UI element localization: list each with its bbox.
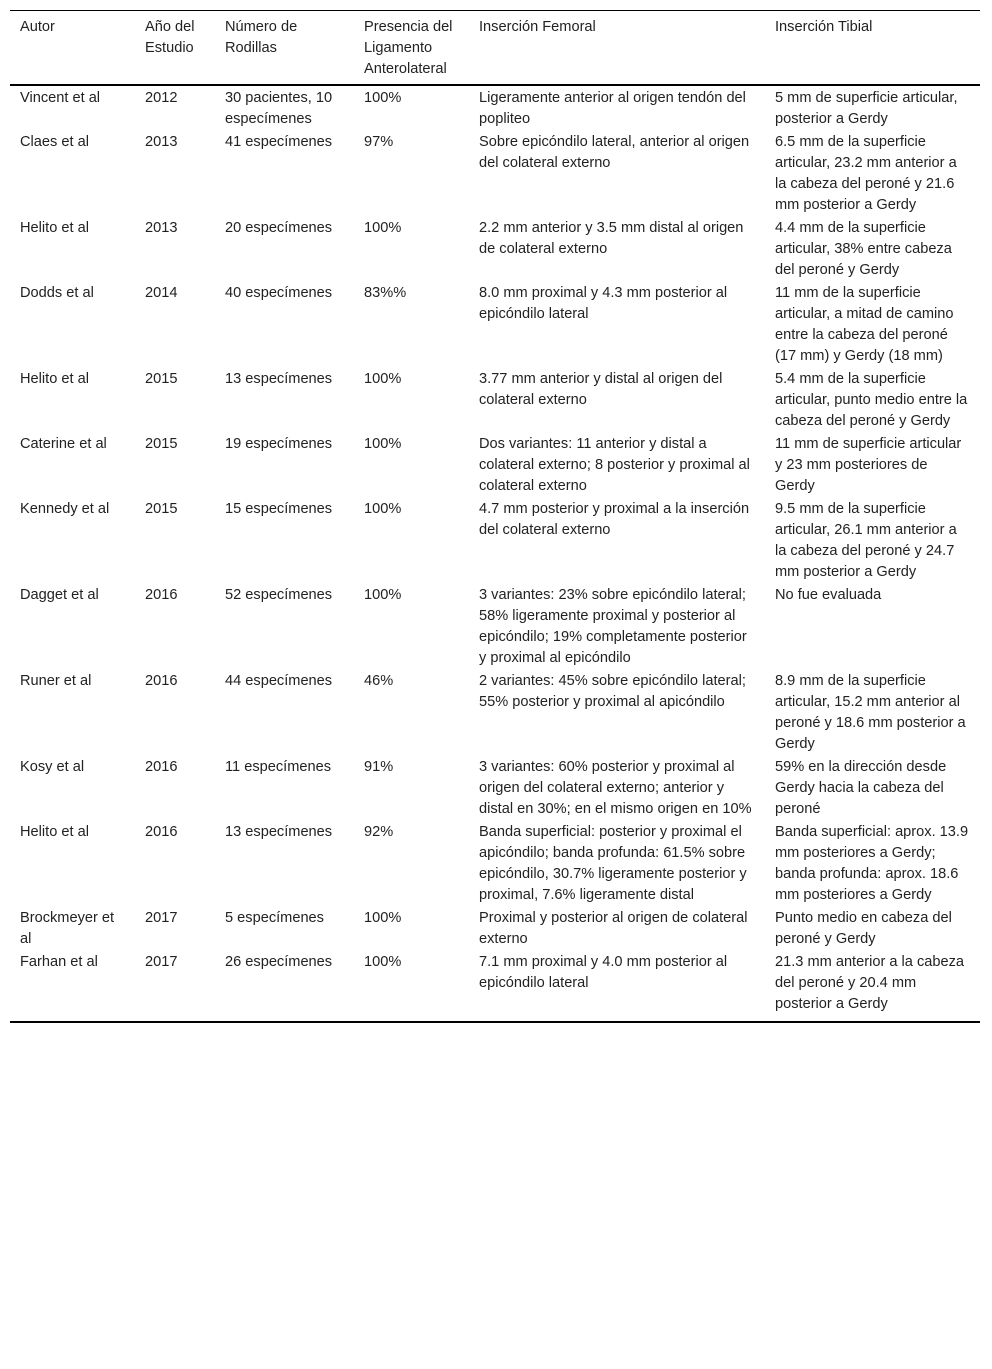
cell-presencia: 97% (364, 134, 394, 150)
cell-insercion-femoral: 2.2 mm anterior y 3.5 mm distal al origen de colateral externo (479, 220, 744, 257)
cell-ano: 2015 (145, 371, 178, 387)
cell-rodillas: 11 especímenes (225, 759, 332, 775)
cell-insercion-femoral: 3 variantes: 23% sobre epicóndilo lateral; 58% ligeramente proximal y posterior al epicóndilo; 19% completamente posterior y proximal al epicóndilo (479, 587, 747, 666)
cell-autor: Kennedy et al (20, 501, 110, 517)
cell-insercion-femoral: Dos variantes: 11 anterior y distal a colateral externo; 8 posterior y proximal al colateral externo (479, 436, 750, 494)
cell-presencia: 91% (364, 759, 394, 775)
table-row (10, 130, 980, 216)
table-row (10, 906, 980, 950)
cell-presencia: 100% (364, 371, 402, 387)
table-row (10, 755, 980, 820)
header-presencia-lal: Presencia del Ligamento Anterolateral (364, 19, 453, 77)
header-numero-rodillas: Número de Rodillas (225, 19, 298, 56)
cell-insercion-femoral: 8.0 mm proximal y 4.3 mm posterior al epicóndilo lateral (479, 285, 728, 322)
cell-autor: Dagget et al (20, 587, 99, 603)
cell-rodillas: 44 especímenes (225, 673, 333, 689)
cell-rodillas: 19 especímenes (225, 436, 333, 452)
cell-autor: Kosy et al (20, 759, 85, 775)
header-insercion-tibial: Inserción Tibial (775, 19, 873, 35)
cell-insercion-femoral: Ligeramente anterior al origen tendón del popliteo (479, 90, 746, 127)
table-body (10, 85, 980, 1022)
cell-autor: Helito et al (20, 220, 89, 236)
cell-ano: 2016 (145, 587, 178, 603)
cell-presencia: 83%% (364, 285, 407, 301)
cell-presencia: 100% (364, 587, 402, 603)
cell-rodillas: 41 especímenes (225, 134, 333, 150)
cell-ano: 2012 (145, 90, 178, 106)
cell-autor: Helito et al (20, 371, 89, 387)
cell-insercion-tibial: 11 mm de la superficie articular, a mitad de camino entre la cabeza del peroné (17 mm) y Gerdy (18 mm) (775, 285, 954, 364)
table-row (10, 950, 980, 1022)
cell-ano: 2017 (145, 910, 178, 926)
cell-rodillas: 13 especímenes (225, 824, 333, 840)
table-row (10, 432, 980, 497)
table-header (10, 11, 980, 86)
cell-insercion-femoral: Banda superficial: posterior y proximal el apicóndilo; banda profunda: 61.5% sobre epicóndilo, 30.7% ligeramente posterior y proximal, 7.6% ligeramente distal (479, 824, 747, 903)
cell-ano: 2016 (145, 824, 178, 840)
cell-autor: Vincent et al (20, 90, 101, 106)
cell-rodillas: 30 pacientes, 10 especímenes (225, 90, 333, 127)
cell-rodillas: 13 especímenes (225, 371, 333, 387)
table-row (10, 820, 980, 906)
cell-insercion-femoral: 2 variantes: 45% sobre epicóndilo lateral; 55% posterior y proximal al apicóndilo (479, 673, 746, 710)
cell-ano: 2017 (145, 954, 178, 970)
cell-insercion-tibial: 4.4 mm de la superficie articular, 38% entre cabeza del peroné y Gerdy (775, 220, 952, 278)
cell-autor: Claes et al (20, 134, 89, 150)
cell-presencia: 100% (364, 910, 402, 926)
table-row (10, 497, 980, 583)
cell-rodillas: 40 especímenes (225, 285, 333, 301)
cell-ano: 2013 (145, 220, 178, 236)
cell-autor: Dodds et al (20, 285, 94, 301)
header-row (10, 11, 980, 86)
cell-presencia: 100% (364, 90, 402, 106)
table-row (10, 85, 980, 130)
cell-ano: 2013 (145, 134, 178, 150)
anterolateral-ligament-table (10, 10, 980, 1023)
table-container (10, 10, 980, 1023)
cell-insercion-tibial: Banda superficial: aprox. 13.9 mm posteriores a Gerdy; banda profunda: aprox. 18.6 mm posteriores a Gerdy (775, 824, 969, 903)
cell-insercion-femoral: 4.7 mm posterior y proximal a la inserción del colateral externo (479, 501, 750, 538)
cell-rodillas: 26 especímenes (225, 954, 333, 970)
cell-insercion-tibial: 11 mm de superficie articular y 23 mm posteriores de Gerdy (775, 436, 962, 494)
cell-ano: 2016 (145, 759, 178, 775)
cell-presencia: 46% (364, 673, 394, 689)
table-row (10, 216, 980, 281)
cell-autor: Farhan et al (20, 954, 98, 970)
cell-presencia: 100% (364, 501, 402, 517)
cell-rodillas: 52 especímenes (225, 587, 333, 603)
cell-insercion-tibial: 5 mm de superficie articular, posterior a Gerdy (775, 90, 958, 127)
cell-insercion-femoral: 3.77 mm anterior y distal al origen del colateral externo (479, 371, 723, 408)
header-autor: Autor (20, 19, 55, 35)
table-row (10, 583, 980, 669)
cell-insercion-femoral: Proximal y posterior al origen de colateral externo (479, 910, 748, 947)
cell-ano: 2015 (145, 501, 178, 517)
cell-autor: Caterine et al (20, 436, 107, 452)
cell-rodillas: 15 especímenes (225, 501, 333, 517)
cell-insercion-femoral: 7.1 mm proximal y 4.0 mm posterior al epicóndilo lateral (479, 954, 728, 991)
cell-presencia: 100% (364, 954, 402, 970)
cell-insercion-tibial: Punto medio en cabeza del peroné y Gerdy (775, 910, 952, 947)
header-insercion-femoral: Inserción Femoral (479, 19, 596, 35)
cell-autor: Runer et al (20, 673, 92, 689)
cell-presencia: 92% (364, 824, 394, 840)
cell-ano: 2015 (145, 436, 178, 452)
cell-ano: 2014 (145, 285, 178, 301)
cell-insercion-tibial: 21.3 mm anterior a la cabeza del peroné y 20.4 mm posterior a Gerdy (775, 954, 965, 1012)
cell-insercion-tibial: 5.4 mm de la superficie articular, punto medio entre la cabeza del peroné y Gerdy (775, 371, 968, 429)
cell-presencia: 100% (364, 220, 402, 236)
cell-insercion-tibial: 6.5 mm de la superficie articular, 23.2 mm anterior a la cabeza del peroné y 21.6 mm posterior a Gerdy (775, 134, 957, 213)
table-row (10, 281, 980, 367)
cell-rodillas: 5 especímenes (225, 910, 324, 926)
cell-ano: 2016 (145, 673, 178, 689)
cell-autor: Brockmeyer et al (20, 910, 115, 947)
cell-insercion-tibial: 8.9 mm de la superficie articular, 15.2 mm anterior al peroné y 18.6 mm posterior a Gerdy (775, 673, 966, 752)
cell-insercion-tibial: 9.5 mm de la superficie articular, 26.1 mm anterior a la cabeza del peroné y 24.7 mm posterior a Gerdy (775, 501, 957, 580)
cell-insercion-femoral: Sobre epicóndilo lateral, anterior al origen del colateral externo (479, 134, 750, 171)
table-row (10, 367, 980, 432)
table-row (10, 669, 980, 755)
cell-rodillas: 20 especímenes (225, 220, 333, 236)
cell-insercion-tibial: No fue evaluada (775, 587, 882, 603)
header-ano-estudio: Año del Estudio (145, 19, 195, 56)
cell-insercion-femoral: 3 variantes: 60% posterior y proximal al origen del colateral externo; anterior y distal en 30%; en el mismo origen en 10% (479, 759, 752, 817)
cell-presencia: 100% (364, 436, 402, 452)
cell-insercion-tibial: 59% en la dirección desde Gerdy hacia la cabeza del peroné (775, 759, 947, 817)
cell-autor: Helito et al (20, 824, 89, 840)
